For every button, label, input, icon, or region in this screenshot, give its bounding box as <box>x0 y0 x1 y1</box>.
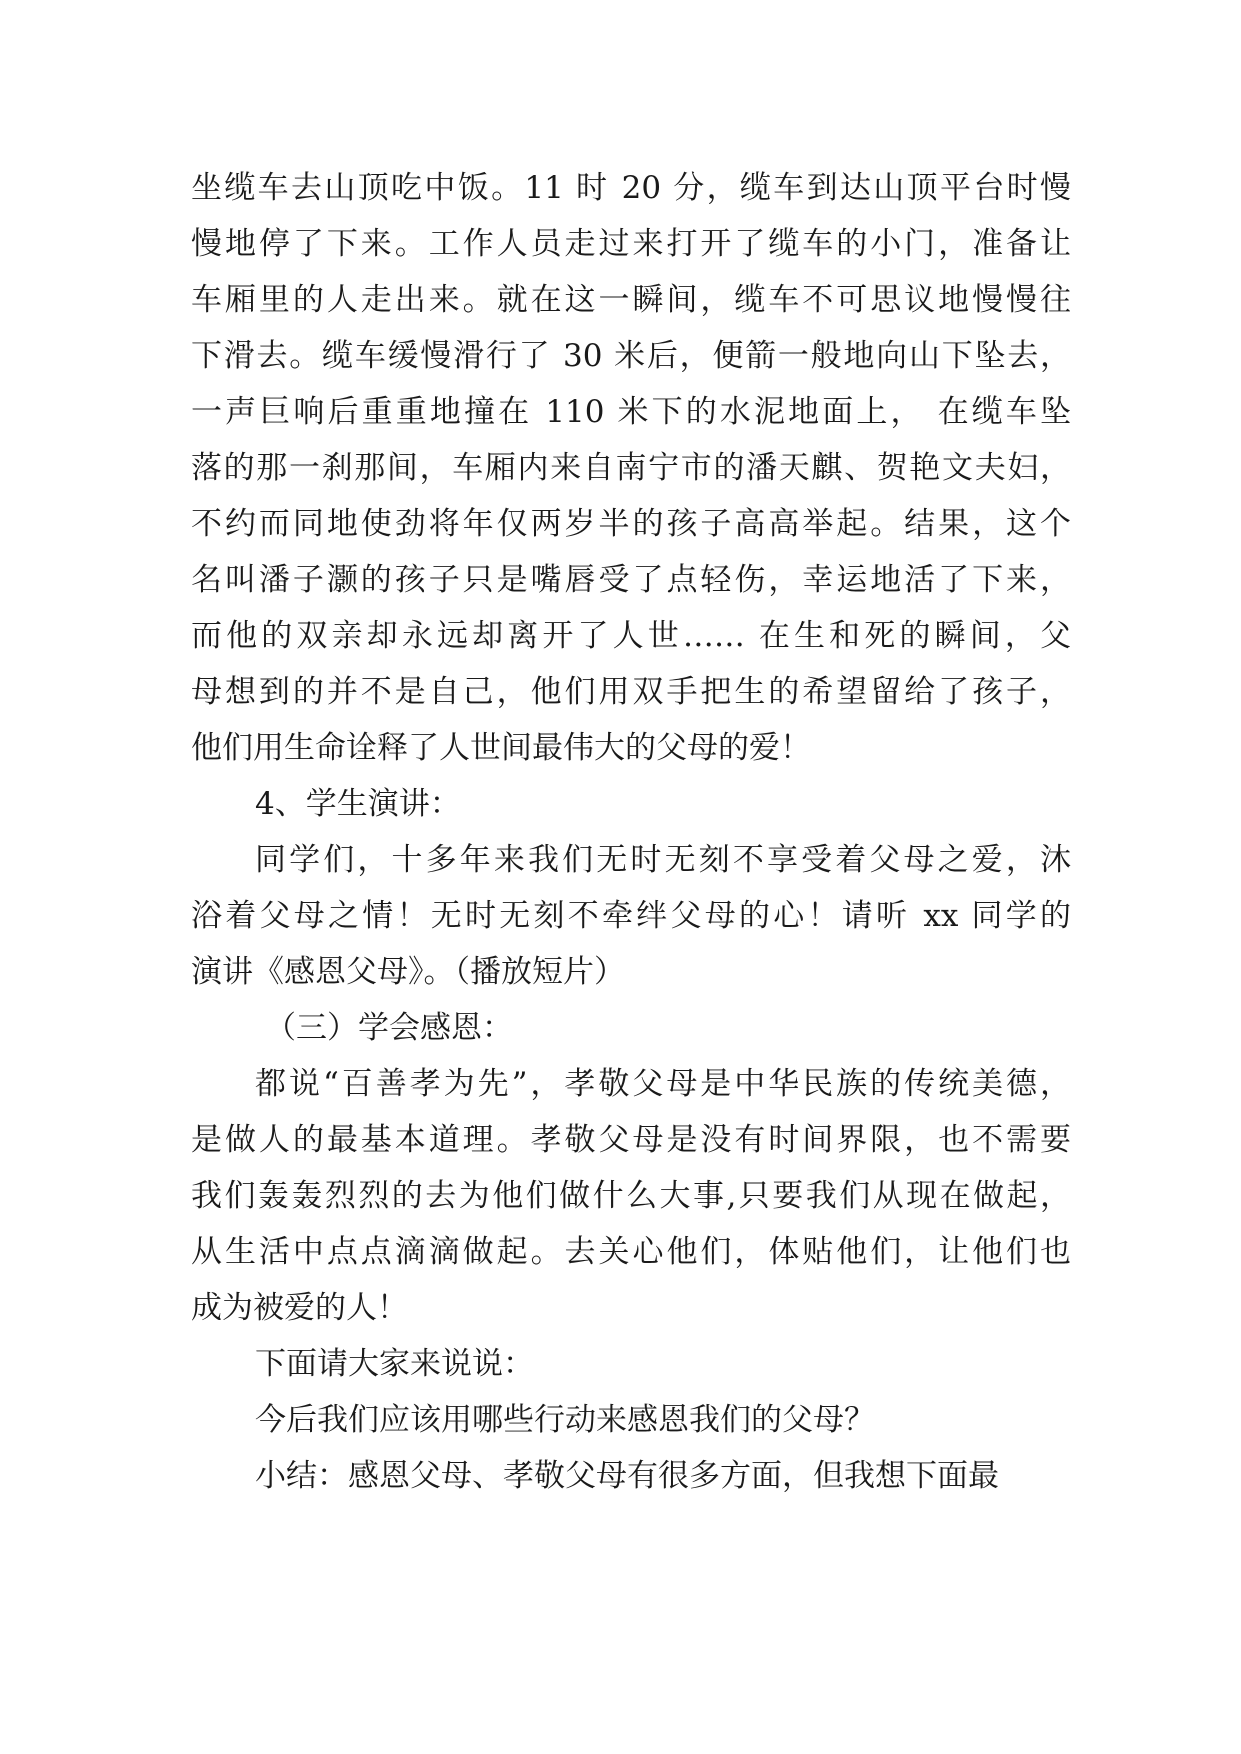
text-line: 一声巨响后重重地撞在 110 米下的水泥地面上， 在缆车坠 <box>191 394 1071 430</box>
text-line: 而他的双亲却永远却离开了人世…… 在生和死的瞬间，父 <box>191 618 1071 654</box>
text-line: 落的那一刹那间，车厢内来自南宁市的潘天麒、贺艳文夫妇， <box>191 450 1071 486</box>
text-line: 同学们，十多年来我们无时无刻不享受着父母之爱，沐 <box>255 842 1071 878</box>
text-line: 是做人的最基本道理。孝敬父母是没有时间界限，也不需要 <box>191 1122 1071 1158</box>
text-line: 都说“百善孝为先”，孝敬父母是中华民族的传统美德， <box>255 1066 1071 1102</box>
text-line: 下滑去。缆车缓慢滑行了 30 米后，便箭一般地向山下坠去， <box>191 338 1071 374</box>
text-line: 成为被爱的人！ <box>191 1290 408 1326</box>
text-line: 车厢里的人走出来。就在这一瞬间，缆车不可思议地慢慢往 <box>191 282 1071 318</box>
text-line: 我们轰轰烈烈的去为他们做什么大事,只要我们从现在做起， <box>191 1178 1071 1214</box>
text-line: 母想到的并不是自己，他们用双手把生的希望留给了孩子， <box>191 674 1071 710</box>
text-line: 慢地停了下来。工作人员走过来打开了缆车的小门，准备让 <box>191 226 1071 262</box>
text-line: 浴着父母之情！无时无刻不牵绊父母的心！请听 xx 同学的 <box>191 898 1071 934</box>
text-line: 下面请大家来说说： <box>255 1346 534 1382</box>
text-line: 名叫潘子灏的孩子只是嘴唇受了点轻伤，幸运地活了下来， <box>191 562 1071 598</box>
section-heading: （三）学会感恩： <box>265 1010 513 1046</box>
text-line: 从生活中点点滴滴做起。去关心他们，体贴他们，让他们也 <box>191 1234 1071 1270</box>
section-heading: 4、学生演讲： <box>255 786 461 822</box>
text-line: 演讲《感恩父母》。（播放短片） <box>191 954 625 990</box>
text-line: 今后我们应该用哪些行动来感恩我们的父母？ <box>255 1402 875 1438</box>
text-line: 小结：感恩父母、孝敬父母有很多方面，但我想下面最 <box>255 1458 999 1494</box>
text-line: 不约而同地使劲将年仅两岁半的孩子高高举起。结果，这个 <box>191 506 1071 542</box>
text-line: 他们用生命诠释了人世间最伟大的父母的爱！ <box>191 730 811 766</box>
text-line: 坐缆车去山顶吃中饭。11 时 20 分，缆车到达山顶平台时慢 <box>191 170 1071 206</box>
